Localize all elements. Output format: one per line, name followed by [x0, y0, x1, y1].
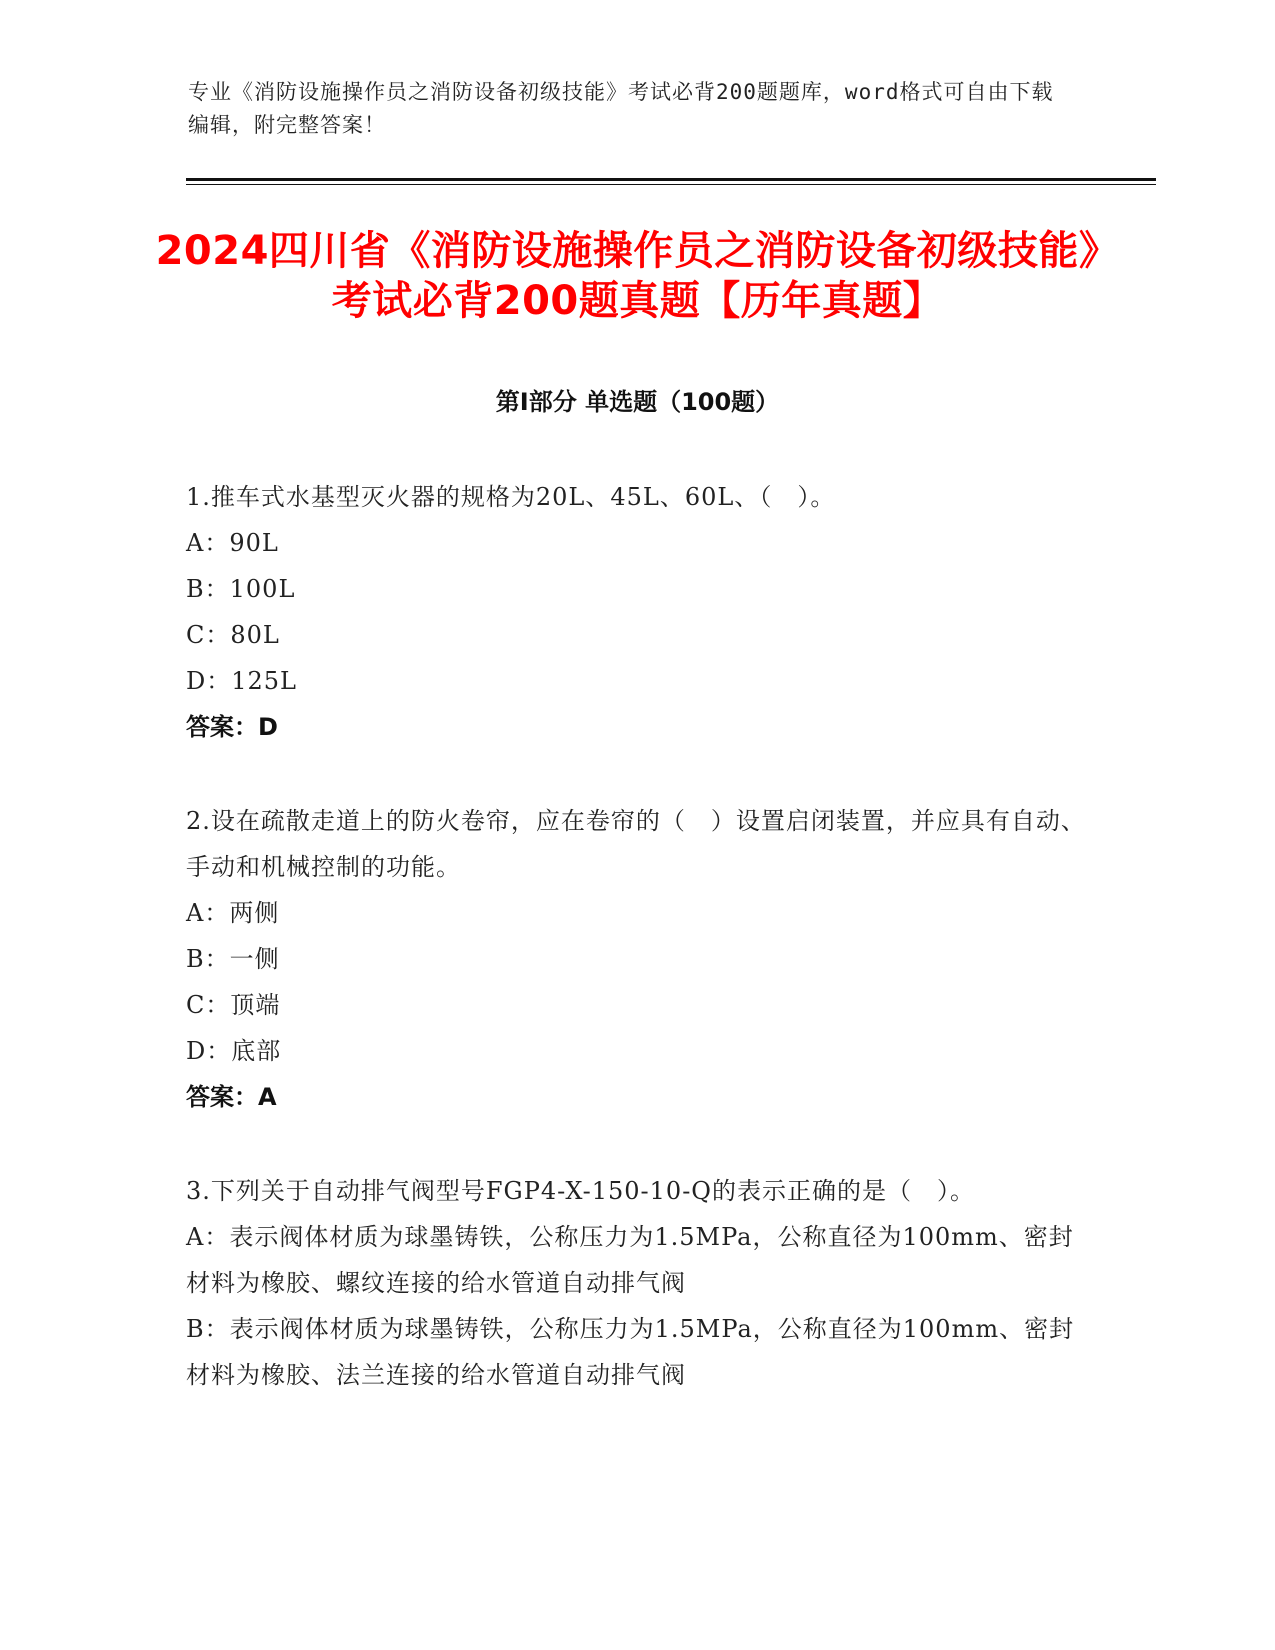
question-1: [186, 474, 1086, 750]
option-c: C：顶端: [186, 991, 281, 1019]
option-c: C：80L: [186, 621, 280, 649]
option-b: B：100L: [186, 575, 296, 603]
option-a: A：表示阀体材质为球墨铸铁，公称压力为1.5MPa，公称直径为100mm、密封材料为橡胶、螺纹连接的给水管道自动排气阀: [186, 1223, 1074, 1297]
option-a: A：90L: [186, 529, 279, 557]
option-b: B：表示阀体材质为球墨铸铁，公称压力为1.5MPa，公称直径为100mm、密封材料为橡胶、法兰连接的给水管道自动排气阀: [186, 1315, 1075, 1389]
document-title: 2024四川省《消防设施操作员之消防设备初级技能》考试必背200题真题【历年真题】: [155, 228, 1120, 324]
question-text: 1.推车式水基型灭火器的规格为20L、45L、60L、（ ）。: [186, 483, 836, 511]
answer: 答案：A: [186, 1083, 277, 1111]
question-3: [186, 1168, 1086, 1398]
section-title: 第Ⅰ部分 单选题（100题）: [495, 388, 780, 416]
option-d: D：底部: [186, 1037, 282, 1065]
option-b: B：一侧: [186, 945, 280, 973]
option-d: D：125L: [186, 667, 297, 695]
question-text: 3.下列关于自动排气阀型号FGP4-X-150-10-Q的表示正确的是（ ）。: [186, 1177, 975, 1205]
header-divider-thin: [186, 184, 1156, 185]
option-a: A：两侧: [186, 899, 280, 927]
header-note: 专业《消防设施操作员之消防设备初级技能》考试必背200题题库，word格式可自由下载编辑，附完整答案！: [188, 80, 1054, 137]
answer: 答案：D: [186, 713, 278, 741]
question-text: 2.设在疏散走道上的防火卷帘，应在卷帘的（ ）设置启闭装置，并应具有自动、手动和机械控制的功能。: [186, 807, 1086, 881]
header-divider-thick: [186, 178, 1156, 181]
question-2: [186, 798, 1086, 1120]
question-list: [186, 474, 1086, 1446]
